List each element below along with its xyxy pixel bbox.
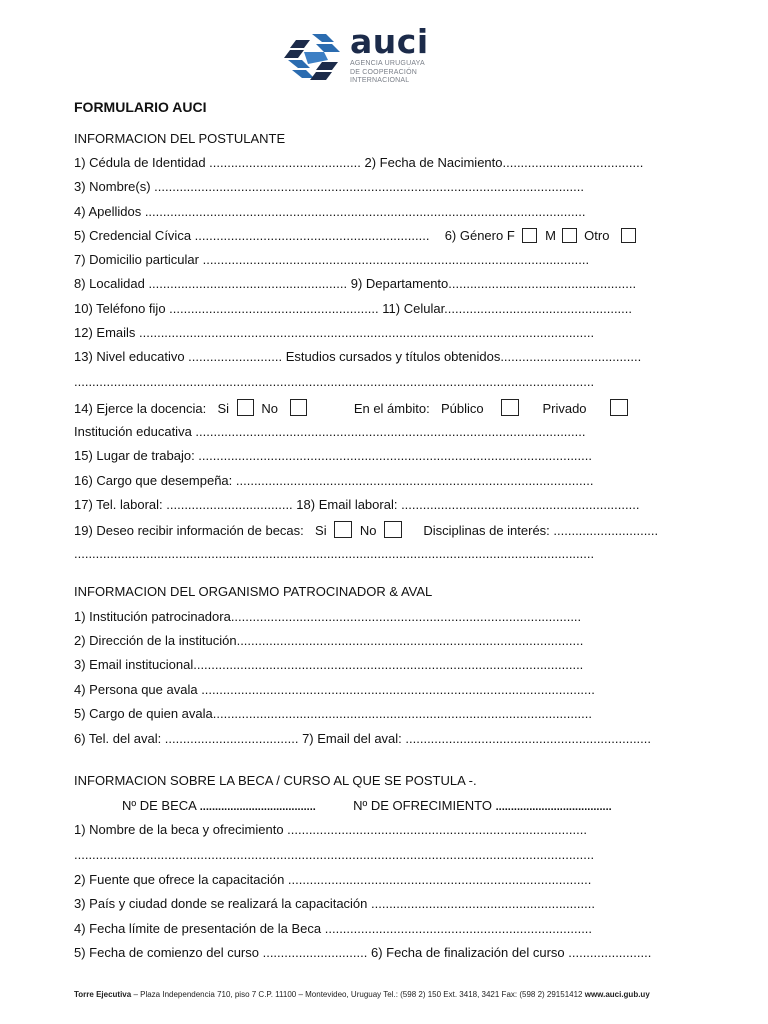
docencia-label: 14) Ejerce la docencia: [74,401,207,416]
nivel-continuation[interactable]: ................................................................................................................................................ [74,374,595,389]
row-numeros [122,798,682,815]
domicilio-field[interactable]: 7) Domicilio particular ........................................................................................................... [74,252,590,267]
fecha-nac-field[interactable]: 2) Fecha de Nacimiento....................................... [364,155,644,170]
estudios-field[interactable]: Estudios cursados y títulos obtenidos....................................... [285,349,642,364]
cargo-field[interactable]: 16) Cargo que desempeña: ................................................................................................... [74,473,594,488]
row-credencial [74,228,694,244]
genero-f-label: F [506,228,515,243]
disciplinas-field[interactable]: Disciplinas de interés: ............................. [423,523,659,538]
lugar-trabajo-field[interactable]: 15) Lugar de trabajo: ............................................................................................................. [74,448,592,463]
credencial-field[interactable]: 5) Credencial Cívica ................................................................. [74,228,430,243]
form-title: FORMULARIO AUCI [74,99,207,115]
genero-otro-label: Otro [584,228,610,243]
ambito-publico-checkbox[interactable] [501,399,519,416]
ambito-label: En el ámbito: [353,401,430,416]
becas-si-label: Si [315,523,327,538]
nivel-field[interactable]: 13) Nivel educativo .......................... [74,349,283,364]
genero-m-label: M [545,228,556,243]
section1-heading: INFORMACION DEL POSTULANTE [74,131,286,146]
celular-field[interactable]: 11) Celular.................................................... [382,301,632,316]
nombre-field[interactable]: 3) Nombre(s) ....................................................................................................................... [74,179,584,194]
cargo-avala-field[interactable]: 5) Cargo de quien avala......................................................................................................... [74,706,593,721]
row-nivel [74,349,694,365]
section3-heading: INFORMACION SOBRE LA BECA / CURSO AL QUE SE POSTULA -. [74,773,477,788]
row-fechas-curso [74,945,694,961]
row-tel-aval [74,731,694,747]
ambito-privado-label: Privado [542,401,587,416]
ambito-privado-checkbox[interactable] [610,399,628,416]
genero-m-checkbox[interactable] [562,228,577,243]
emails-field[interactable]: 12) Emails .............................................................................................................................. [74,325,595,340]
cedula-field[interactable]: 1) Cédula de Identidad .......................................... [74,155,361,170]
pais-ciudad-field[interactable]: 3) País y ciudad donde se realizará la capacitación .............................................................. [74,896,595,911]
ambito-publico-label: Público [440,401,484,416]
row-telefono [74,301,694,317]
row-tel-laboral [74,497,694,513]
direccion-institucion-field[interactable]: 2) Dirección de la institución................................................................................................ [74,633,584,648]
becas-si-checkbox[interactable] [334,521,352,538]
logo-hands-icon [282,30,346,86]
genero-label: 6) Género [444,228,504,243]
fecha-fin-field[interactable]: 6) Fecha de finalización del curso ....................... [370,945,652,960]
departamento-field[interactable]: 9) Departamento.................................................... [350,276,637,291]
nro-beca-label: Nº DE BECA [122,798,200,813]
apellidos-field[interactable]: 4) Apellidos .......................................................................................................................... [74,204,586,219]
nro-beca-field[interactable]: ...................................... [199,801,316,813]
nro-ofrecimiento-field[interactable]: ...................................... [495,801,612,813]
fuente-field[interactable]: 2) Fuente que ofrece la capacitación .................................................................................... [74,872,592,887]
docencia-si-checkbox[interactable] [237,399,254,416]
genero-f-checkbox[interactable] [522,228,537,243]
email-laboral-field[interactable]: 18) Email laboral: .................................................................. [296,497,640,512]
email-institucional-field[interactable]: 3) Email institucional............................................................................................................ [74,657,584,672]
institucion-patrocinadora-field[interactable]: 1) Institución patrocinadora................................................................................................. [74,609,582,624]
fecha-limite-field[interactable]: 4) Fecha límite de presentación de la Beca .......................................................................... [74,921,593,936]
tel-laboral-field[interactable]: 17) Tel. laboral: ................................... [74,497,293,512]
institucion-field[interactable]: Institución educativa ............................................................................................................ [74,424,586,439]
persona-avala-field[interactable]: 4) Persona que avala ............................................................................................................. [74,682,595,697]
footer-building: Torre Ejecutiva [74,990,132,999]
becas-no-label: No [359,523,377,538]
footer [74,990,650,999]
logo-brand: auci [350,22,429,61]
telefono-field[interactable]: 10) Teléfono fijo .......................................................... [74,301,379,316]
nombre-beca-field[interactable]: 1) Nombre de la beca y ofrecimiento ................................................................................... [74,822,587,837]
docencia-si-label: Si [217,401,230,416]
fecha-comienzo-field[interactable]: 5) Fecha de comienzo del curso ............................. [74,945,368,960]
row-docencia [74,399,694,417]
nro-ofrecimiento-label: Nº DE OFRECIMIENTO [353,798,496,813]
row-becas [74,521,694,539]
becas-continuation[interactable]: ................................................................................................................................................ [74,546,595,561]
genero-otro-checkbox[interactable] [621,228,636,243]
row-localidad [74,276,694,292]
footer-website-link[interactable]: www.auci.gub.uy [584,990,650,999]
nombre-beca-continuation[interactable]: ................................................................................................................................................ [74,847,595,862]
section2-heading: INFORMACION DEL ORGANISMO PATROCINADOR & AVAL [74,584,433,599]
tel-aval-field[interactable]: 6) Tel. del aval: ..................................... [74,731,299,746]
email-aval-field[interactable]: 7) Email del aval: .................................................................... [302,731,652,746]
localidad-field[interactable]: 8) Localidad ....................................................... [74,276,348,291]
footer-address: – Plaza Independencia 710, piso 7 C.P. 11100 – Montevideo, Uruguay Tel.: (598 2) 150 Ext. 3418, 3421 Fax: (598 2) 29151412 [131,990,585,999]
logo-subtitle: AGENCIA URUGUAYA DE COOPERACIÓN INTERNACIONAL [350,60,425,84]
becas-label: 19) Deseo recibir información de becas: [74,523,304,538]
auci-logo [282,24,454,90]
docencia-no-checkbox[interactable] [290,399,307,416]
docencia-no-label: No [261,401,278,416]
row-cedula [74,155,694,171]
becas-no-checkbox[interactable] [384,521,402,538]
